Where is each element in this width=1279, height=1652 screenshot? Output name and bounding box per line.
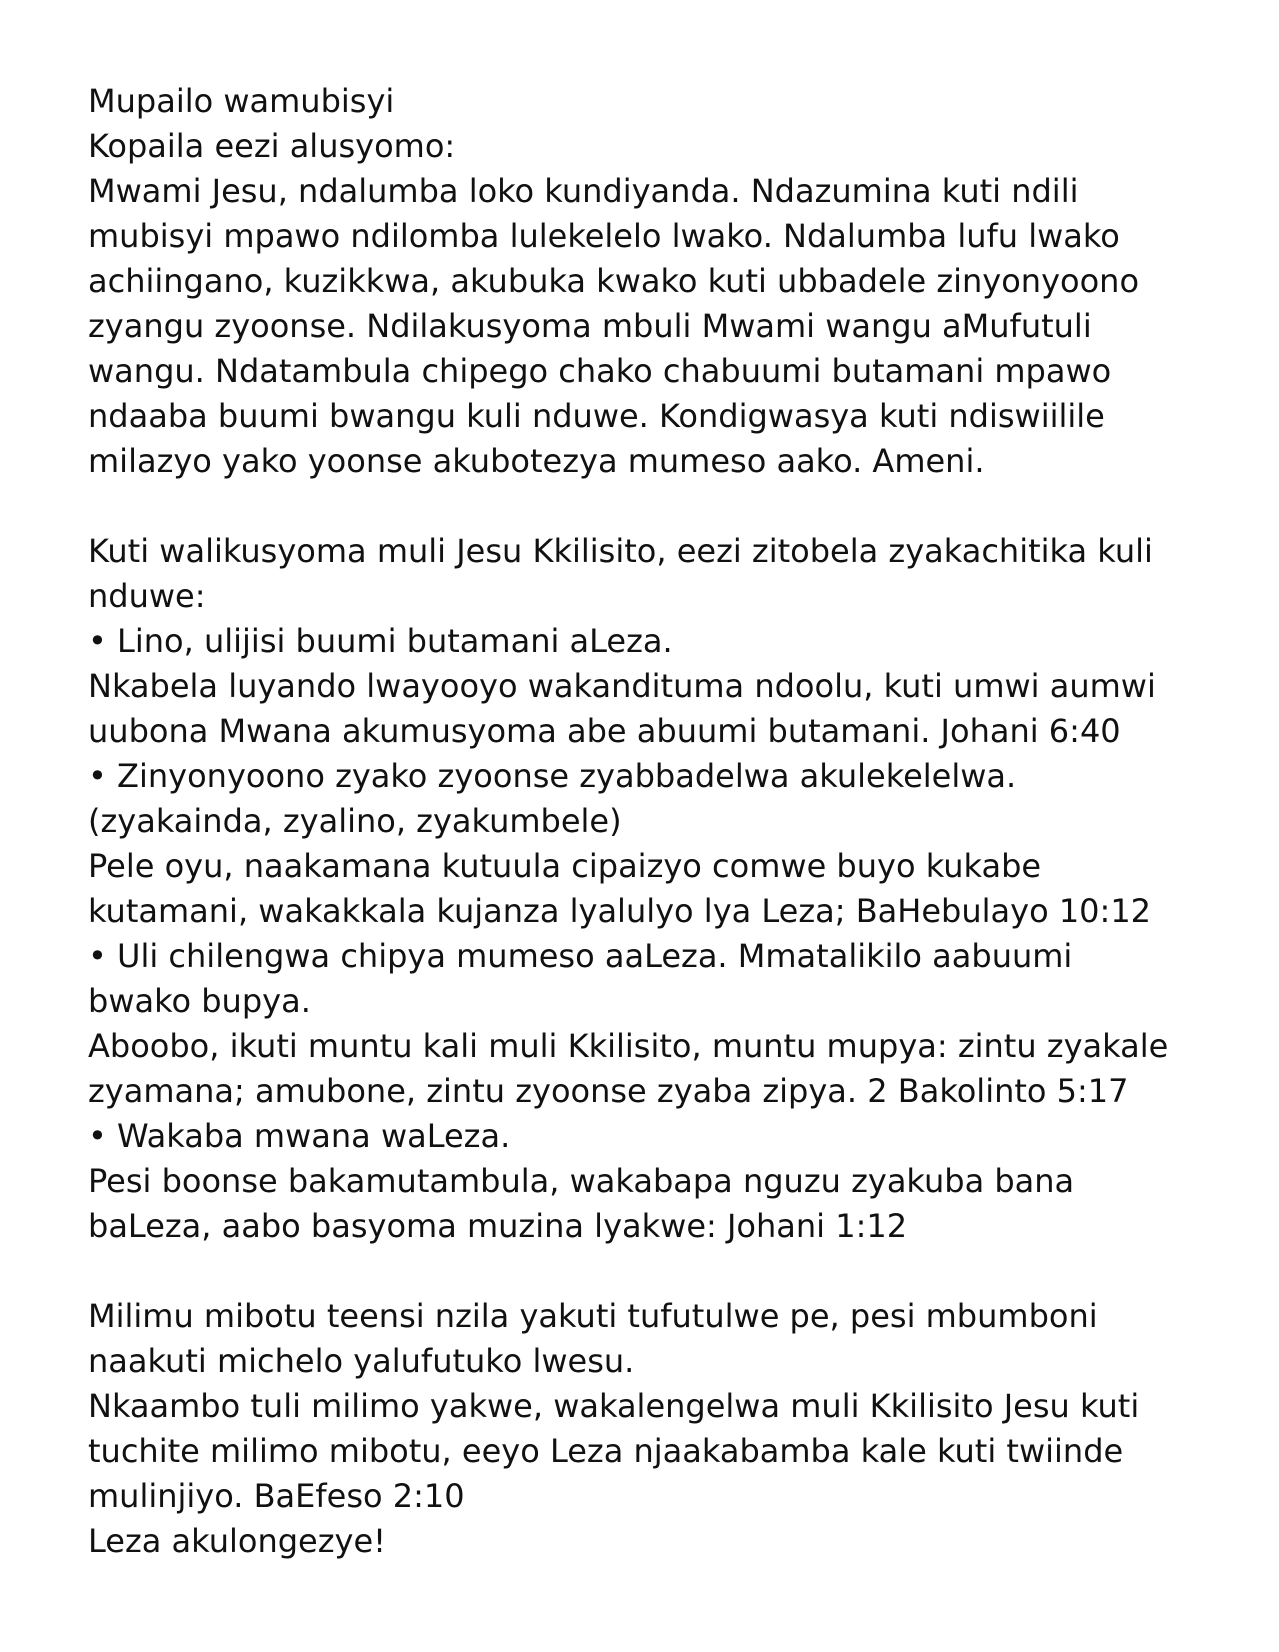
prayer-line: milazyo yako yoonse akubotezya mumeso aako. Ameni.: [88, 442, 985, 480]
prayer-line: ndaaba buumi bwangu kuli nduwe. Kondigwasya kuti ndiswiilile: [88, 397, 1105, 435]
scripture-line: Aboobo, ikuti muntu kali muli Kkilisito, muntu mupya: zintu zyakale: [88, 1027, 1169, 1065]
prayer-line: achiingano, kuzikkwa, akubuka kwako kuti ubbadele zinyonyoono: [88, 262, 1140, 300]
paragraph-gap: [88, 484, 1208, 529]
scripture-line: mulinjiyo. BaEfeso 2:10: [88, 1477, 465, 1515]
scripture-line: Pele oyu, naakamana kutuula cipaizyo comwe buyo kukabe: [88, 847, 1042, 885]
section3-line: naakuti michelo yalufutuko lwesu.: [88, 1342, 635, 1380]
document-title: Mupailo wamubisyi: [88, 82, 395, 120]
scripture-line: tuchite milimo mibotu, eeyo Leza njaakabamba kale kuti twiinde: [88, 1432, 1124, 1470]
bullet-item: • Lino, ulijisi buumi butamani aLeza.: [88, 622, 673, 660]
section2-line: (zyakainda, zyalino, zyakumbele): [88, 802, 622, 840]
paragraph-gap: [88, 1249, 1208, 1294]
scripture-line: zyamana; amubone, zintu zyoonse zyaba zipya. 2 Bakolinto 5:17: [88, 1072, 1129, 1110]
scripture-line: kutamani, wakakkala kujanza lyalulyo lya Leza; BaHebulayo 10:12: [88, 892, 1152, 930]
bullet-item: • Wakaba mwana waLeza.: [88, 1117, 511, 1155]
closing-blessing: Leza akulongezye!: [88, 1522, 386, 1560]
intro-text: Kopaila eezi alusyomo:: [88, 127, 456, 165]
scripture-line: Pesi boonse bakamutambula, wakabapa nguzu zyakuba bana: [88, 1162, 1075, 1200]
prayer-line: wangu. Ndatambula chipego chako chabuumi butamani mpawo: [88, 352, 1112, 390]
prayer-line: zyangu zyoonse. Ndilakusyoma mbuli Mwami wangu aMufutuli: [88, 307, 1092, 345]
document-page: [88, 79, 1208, 1564]
scripture-line: Nkaambo tuli milimo yakwe, wakalengelwa muli Kkilisito Jesu kuti: [88, 1387, 1140, 1425]
section2-line: bwako bupya.: [88, 982, 311, 1020]
prayer-line: mubisyi mpawo ndilomba lulekelelo lwako. Ndalumba lufu lwako: [88, 217, 1120, 255]
bullet-item: • Zinyonyoono zyako zyoonse zyabbadelwa akulekelelwa.: [88, 757, 1017, 795]
section3-line: Milimu mibotu teensi nzila yakuti tufutulwe pe, pesi mbumboni: [88, 1297, 1098, 1335]
section2-line: nduwe:: [88, 577, 206, 615]
scripture-line: uubona Mwana akumusyoma abe abuumi butamani. Johani 6:40: [88, 712, 1121, 750]
scripture-line: baLeza, aabo basyoma muzina lyakwe: Johani 1:12: [88, 1207, 908, 1245]
scripture-line: Nkabela luyando lwayooyo wakandituma ndoolu, kuti umwi aumwi: [88, 667, 1156, 705]
section2-line: Kuti walikusyoma muli Jesu Kkilisito, eezi zitobela zyakachitika kuli: [88, 532, 1153, 570]
bullet-item: • Uli chilengwa chipya mumeso aaLeza. Mmatalikilo aabuumi: [88, 937, 1073, 975]
prayer-line: Mwami Jesu, ndalumba loko kundiyanda. Ndazumina kuti ndili: [88, 172, 1079, 210]
